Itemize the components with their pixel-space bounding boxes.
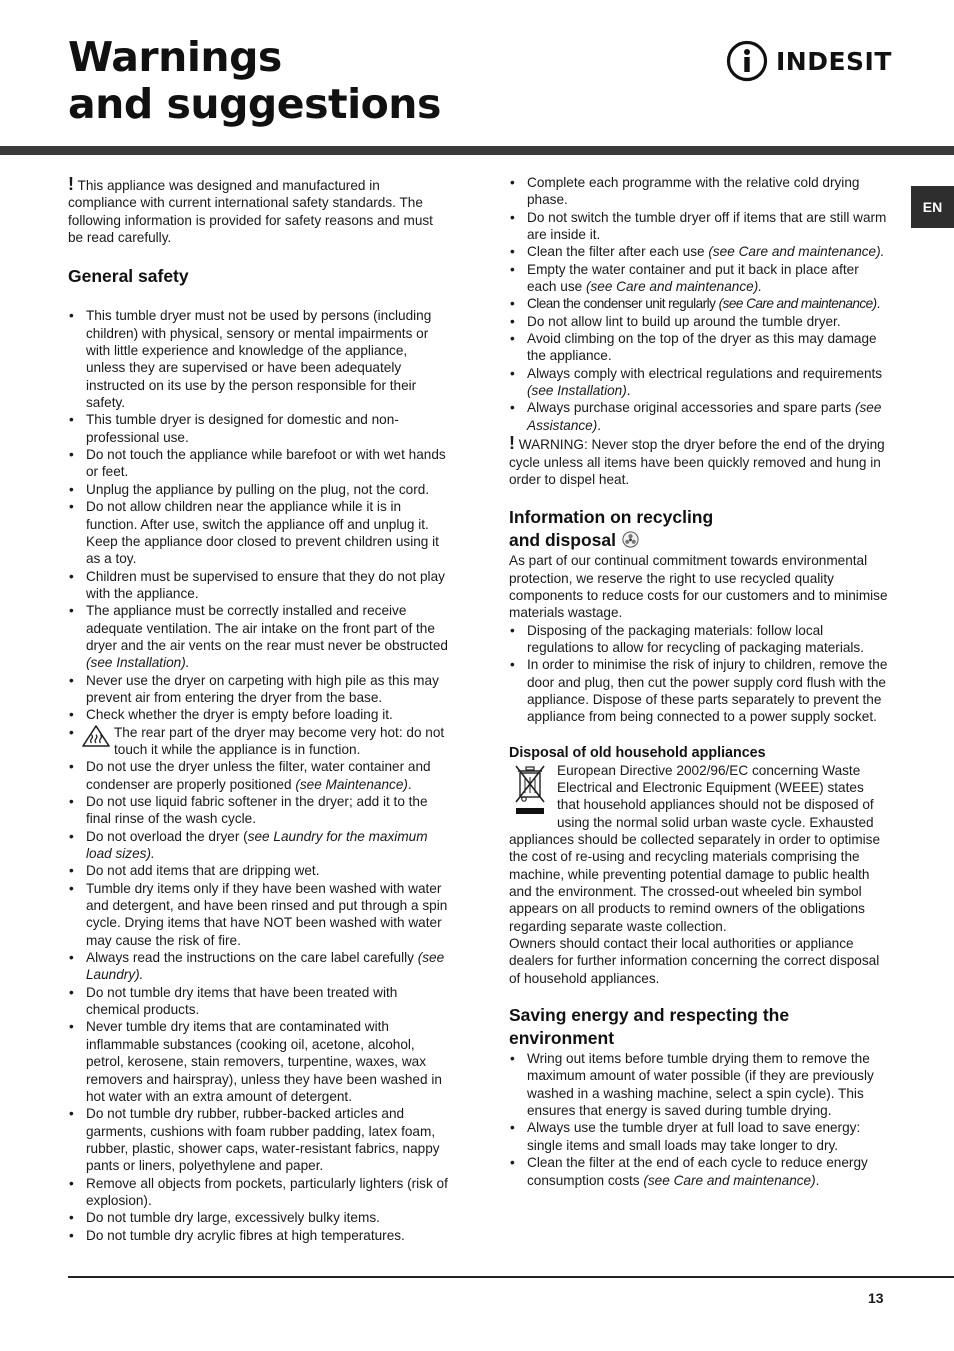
energy-heading: Saving energy and respecting the environment — [509, 1005, 790, 1049]
punctuation: . — [597, 417, 602, 433]
page-title — [68, 34, 441, 128]
list-item: • This tumble dryer is designed for domestic and non-professional use. — [68, 411, 448, 446]
page-number: 13 — [868, 1290, 884, 1306]
list-item: • Check whether the dryer is empty before loading it. — [68, 706, 448, 723]
left-column — [68, 174, 448, 1244]
list-item: • Always use the tumble dryer at full load to save energy: single items and small loads may take longer to dry. — [509, 1119, 889, 1154]
reference: (see Care and maintenance). — [585, 279, 763, 295]
recycling-intro: As part of our continual commitment towards environmental protection, we reserve the right to use recycled quality components to reduce costs for our customers and to minimise materials wastage. — [509, 553, 888, 621]
general-safety-list — [68, 307, 448, 1244]
reference: (see Care and maintenance) — [643, 1172, 816, 1188]
list-item: • Never tumble dry items that are contaminated with inflammable substances (cooking oil, acetone, alcohol, petrol, kerosene, stain removers, turpentine, waxes, wax removers and hairspray), unless they have been washed in hot water with an extra amount of detergent. — [68, 1018, 448, 1105]
list-item: • Remove all objects from pockets, particularly lighters (risk of explosion). — [68, 1175, 448, 1210]
list-item: • Do not tumble dry items that have been treated with chemical products. — [68, 984, 448, 1019]
reference: (see Installation). — [86, 655, 190, 671]
list-item: • This tumble dryer must not be used by persons (including children) with physical, sensory or mental impairments or with little experience and knowledge of the appliance, unless they are supervised or have been adequately instructed on its use by the person responsible for their safety. — [68, 307, 448, 411]
recycling-heading — [509, 506, 889, 552]
list-item — [68, 602, 448, 671]
list-item: • Unplug the appliance by pulling on the plug, not the cord. — [68, 481, 448, 498]
recycling-heading-line-1: Information on recycling — [509, 507, 714, 528]
list-item: • Tumble dry items only if they have been washed with water and detergent, and have been rinsed and put through a spin cycle. Drying items that have NOT been washed with water may cause the risk of fire. — [68, 880, 448, 949]
exclamation-icon: ! — [68, 174, 74, 194]
list-item-text: Clean the filter at the end of each cycle to reduce energy consumption costs — [527, 1155, 868, 1188]
list-item — [68, 828, 448, 863]
list-item-text: Always comply with electrical regulations and requirements — [527, 365, 883, 381]
right-column — [509, 174, 889, 1189]
reference: (see Installation) — [527, 383, 627, 399]
list-item: • Do not tumble dry acrylic fibres at high temperatures. — [68, 1227, 448, 1244]
punctuation: . — [815, 1172, 820, 1188]
disposal-text: European Directive 2002/96/EC concerning Waste Electrical and Electronic Equipment (WEEE) states that household appliances should not be disposed of using the normal solid urban waste cycle. Exhausted appliances should be collected separately in order to optimise the cost of re-using and recycling materials comprising the machine, while preventing potential damage to public health and the environment. The crossed-out wheeled bin symbol appears on all products to remind owners of the obligations regarding separate waste collection. — [509, 762, 881, 934]
punctuation: . — [626, 383, 631, 399]
list-item-text: The appliance must be correctly installed and receive adequate ventilation. The air intake on the front part of the dryer and the air vents on the rear must never be obstructed — [86, 603, 448, 653]
list-item-text: Clean the condenser unit regularly — [527, 296, 719, 312]
brand-i-icon — [726, 40, 768, 82]
list-item: • In order to minimise the risk of injury to children, remove the door and plug, then cut the power supply cord flush with the appliance. Dispose of these parts separately to prevent the appliance from being connected to a power supply socket. — [509, 656, 889, 725]
language-tab: EN — [911, 186, 954, 228]
list-item — [509, 1154, 889, 1189]
general-safety-heading: General safety — [68, 266, 189, 287]
list-item: • Never use the dryer on carpeting with high pile as this may prevent air from entering the dryer from the base. — [68, 672, 448, 707]
disposal-block — [509, 762, 889, 987]
brand-logo — [726, 40, 892, 82]
list-item: • Do not allow lint to build up around the tumble dryer. — [509, 313, 889, 330]
list-item-text: Always purchase original accessories and spare parts — [527, 400, 855, 416]
reference: (see Care and maintenance). — [708, 244, 885, 260]
list-item — [509, 295, 889, 312]
hot-surface-warning-icon — [82, 725, 110, 747]
reference: see Laundry for the maximum load sizes). — [86, 828, 428, 862]
list-item: • Do not tumble dry rubber, rubber-backed articles and garments, cushions with foam rubber padding, latex foam, rubber, plastic, shower caps, water-resistant fabrics, nappy pants or liners, polyethylene and paper. — [68, 1105, 448, 1174]
list-item-text: Clean the filter after each use — [527, 244, 709, 260]
list-item: • Avoid climbing on the top of the dryer as this may damage the appliance. — [509, 330, 889, 365]
exclamation-icon: ! — [509, 433, 515, 454]
recycling-list — [509, 622, 889, 726]
list-item: • Disposing of the packaging materials: follow local regulations to allow for recycling of packaging materials. — [509, 622, 889, 657]
reference: (see Maintenance) — [295, 776, 408, 792]
page-title-line-1: Warnings — [68, 33, 282, 81]
list-item — [509, 261, 889, 296]
warning-paragraph — [509, 433, 889, 488]
page-title-line-2: and suggestions — [68, 80, 441, 128]
reference: (see Laundry). — [86, 950, 445, 983]
punctuation: . — [876, 296, 880, 312]
list-item: • Do not allow children near the appliance while it is in function. After use, switch the appliance off and unplug it. Keep the appliance door closed to prevent children using it as a toy. — [68, 498, 448, 567]
crossed-out-bin-icon — [512, 762, 548, 820]
footer-divider — [68, 1276, 954, 1278]
list-item: • Do not add items that are dripping wet. — [68, 862, 448, 879]
energy-list — [509, 1050, 889, 1189]
punctuation: . — [407, 776, 412, 792]
brand-wordmark: INDESIT — [776, 46, 892, 76]
warning-text: WARNING: Never stop the dryer before the end of the drying cycle unless all items have been quickly removed and hung in order to dispel heat. — [509, 437, 885, 487]
recycling-heading-line-2: and disposal — [509, 530, 616, 551]
hot-surface-row — [86, 724, 448, 759]
list-item — [68, 949, 448, 984]
safety-list-continued — [509, 174, 889, 434]
list-item-text: Do not overload the dryer ( — [86, 828, 248, 844]
list-item: • Wring out items before tumble drying them to remove the maximum amount of water possible (if they are previously washed in a washing machine, select a spin cycle). This ensures that energy is saved during tumble drying. — [509, 1050, 889, 1119]
list-item — [509, 365, 889, 400]
list-item-text: • The rear part of the dryer may become very hot: do not touch it while the appliance is in function. — [114, 724, 445, 757]
list-item: • Do not switch the tumble dryer off if items that are still warm are inside it. — [509, 209, 889, 244]
list-item-text: Do not use the dryer unless the filter, water container and condenser are properly positioned — [86, 759, 431, 792]
reference: (see Care and maintenance) — [718, 296, 877, 312]
intro-text: This appliance was designed and manufactured in compliance with current international safety standards. The following information is provided for safety reasons and must be read carefully. — [68, 178, 433, 246]
list-item — [509, 243, 889, 260]
list-item: • Do not tumble dry large, excessively bulky items. — [68, 1209, 448, 1226]
list-item: • Children must be supervised to ensure that they do not play with the appliance. — [68, 568, 448, 603]
recycle-icon — [622, 531, 639, 548]
reference: (see Assistance) — [527, 400, 882, 433]
disposal-text-2: Owners should contact their local authorities or appliance dealers for further information concerning the correct disposal of household appliances. — [509, 936, 880, 986]
disposal-heading: Disposal of old household appliances — [509, 744, 766, 761]
list-item: • Complete each programme with the relative cold drying phase. — [509, 174, 889, 209]
list-item: • Do not use liquid fabric softener in the dryer; add it to the final rinse of the wash cycle. — [68, 793, 448, 828]
list-item — [68, 758, 448, 793]
list-item-text: Empty the water container and put it back in place after each use — [527, 261, 859, 295]
list-item: • Do not touch the appliance while barefoot or with wet hands or feet. — [68, 446, 448, 481]
header-divider — [0, 146, 954, 155]
list-item — [509, 399, 889, 434]
intro-paragraph — [68, 174, 448, 246]
list-item — [68, 724, 448, 759]
list-item-text: Always read the instructions on the care label carefully — [86, 950, 418, 966]
